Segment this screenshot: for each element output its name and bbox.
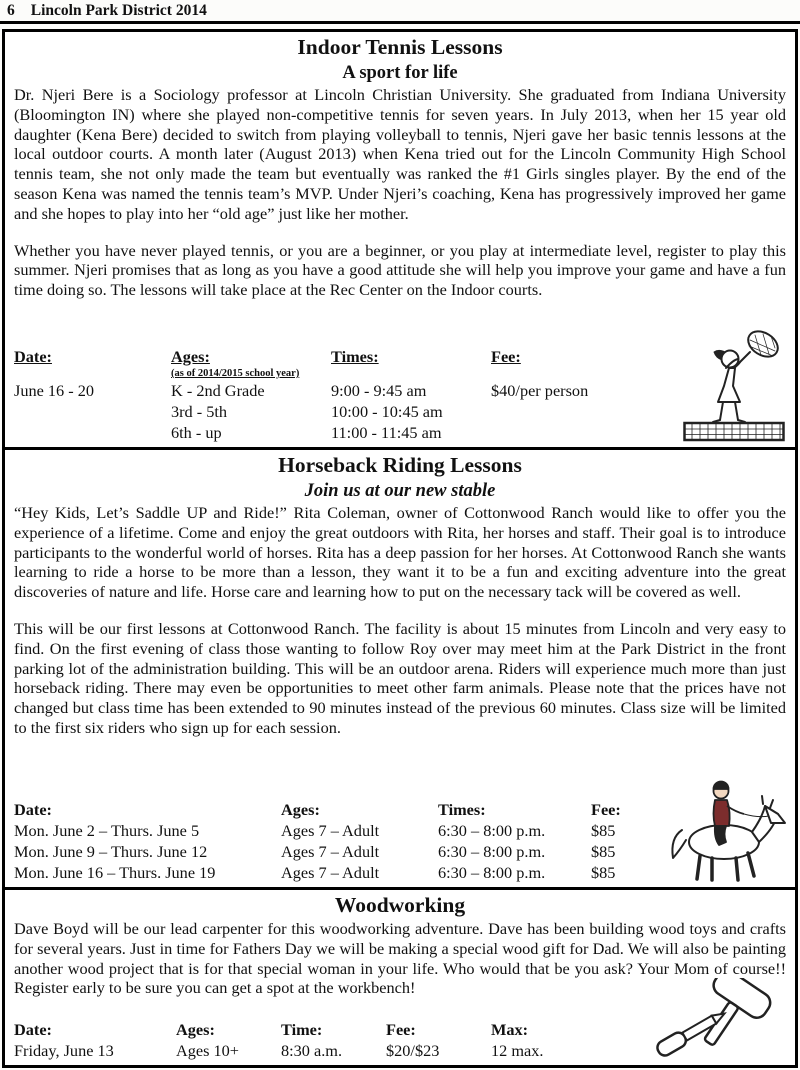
woodworking-paragraph: Dave Boyd will be our lead carpenter for this woodworking adventure. Dave has been building wood toys and crafts for several years. Just in time for Fathers Day we will be making a special wood gift for Dad. We will also be painting another wood project that is for that special woman in your life. Who would that be you ask? Your Mom of course!! Register early to be sure you can get a spot at the workbench!	[14, 919, 786, 998]
tennis-net	[684, 423, 784, 440]
cell-date: June 16 - 20	[14, 381, 95, 400]
col-header-ages: Ages:	[171, 347, 210, 366]
col-header-fee: Fee:	[591, 800, 621, 819]
horse-and-rider-clipart	[666, 772, 790, 884]
tennis-schedule	[14, 346, 786, 444]
woodworking-section	[2, 887, 798, 1068]
col-header-fee: Fee:	[491, 347, 521, 366]
cell-fee: $85	[591, 863, 616, 882]
cell-times: 6:30 – 8:00 p.m.	[438, 821, 546, 840]
cell-times: 6:30 – 8:00 p.m.	[438, 863, 546, 882]
cell-max: 12 max.	[491, 1041, 544, 1060]
horseback-subtitle: Join us at our new stable	[304, 481, 496, 501]
col-header-ages: Ages:	[176, 1020, 215, 1039]
masthead	[0, 0, 800, 21]
tennis-player-clipart	[683, 328, 785, 442]
tennis-paragraph: Dr. Njeri Bere is a Sociology professor at Lincoln Christian University. She graduated from Indiana University (Bloomington IN) where she played non-competitive tennis for seven years. In July 2013, when her 15 year old daughter (Kena Bere) decided to switch from playing volleyball to tennis, Njeri gave her basic tennis lessons at the local outdoor courts. A month later (August 2013) when Kena tried out for the Lincoln Community High School tennis team, she not only made the team but eventually was ranked the #1 Girls singles player. By the end of the season Kena was named the tennis team’s MVP. Under Njeri’s coaching, Kena has progressively improved her game and she hopes to play into her “old age” just like her mother.	[14, 85, 786, 223]
cell-times: 10:00 - 10:45 am	[331, 402, 443, 421]
cell-times: 6:30 – 8:00 p.m.	[438, 842, 546, 861]
col-header-time: Time:	[281, 1020, 323, 1039]
cell-times: 9:00 - 9:45 am	[331, 381, 427, 400]
col-header-date: Date:	[14, 347, 52, 366]
empty-cell	[14, 367, 171, 380]
masthead-title: Lincoln Park District 2014	[30, 2, 207, 19]
ages-note: (as of 2014/2015 school year)	[171, 368, 300, 379]
cell-times: 11:00 - 11:45 am	[331, 423, 442, 442]
horseback-paragraph: “Hey Kids, Let’s Saddle UP and Ride!” Rita Coleman, owner of Cottonwood Ranch would like to offer you the experience of a lifetime. Come and enjoy the great outdoors with Rita, her horses and staff. Their goal is to introduce participants to the wonderful world of horses. Rita has a deep passion for her horses. At Cottonwood Ranch she wants learning to ride a horse to be more than a lesson, they want it to be a fun and exciting adventure into the great discoveries of nature and life. Horse care and learning how to put on the necessary tack will be covered as well.	[14, 503, 786, 602]
cell-date: Mon. June 16 – Thurs. June 19	[14, 863, 216, 882]
cell-ages: Ages 7 – Adult	[281, 821, 380, 840]
col-header-fee: Fee:	[386, 1020, 416, 1039]
cell-ages: 6th - up	[171, 423, 222, 442]
col-header-times: Times:	[438, 800, 486, 819]
col-header-max: Max:	[491, 1020, 529, 1039]
horseback-paragraph: This will be our first lessons at Cottonwood Ranch. The facility is about 15 minutes from Lincoln and very easy to find. On the first evening of class those wanting to follow Roy over may meet him at the Park District in the front parking lot of the administration building. This will be an outdoor arena. Riders will experience much more than just horseback riding. There may even be opportunities to meet other farm animals. Please note that the prices have not changed but class time has been extended to 90 minutes instead of the previous 60 minutes. Class size will be limited to the first six riders who sign up for each session.	[14, 618, 786, 737]
horseback-section	[2, 447, 798, 890]
tennis-prose	[14, 85, 786, 346]
tennis-schedule-table	[14, 346, 786, 443]
col-header-ages: Ages:	[281, 800, 320, 819]
cell-ages: K - 2nd Grade	[171, 381, 265, 400]
cell-fee: $40/per person	[491, 381, 589, 400]
tennis-subtitle: A sport for life	[342, 63, 458, 83]
empty-cell	[331, 367, 491, 380]
col-header-date: Date:	[14, 1020, 52, 1039]
woodworking-title: Woodworking	[334, 893, 466, 917]
col-header-date: Date:	[14, 800, 52, 819]
cell-ages: Ages 7 – Adult	[281, 863, 380, 882]
page-body	[0, 24, 800, 1068]
cell-ages: Ages 7 – Adult	[281, 842, 380, 861]
tennis-title: Indoor Tennis Lessons	[297, 35, 503, 59]
cell-fee: $20/$23	[386, 1041, 440, 1060]
page-number: 6	[7, 2, 15, 19]
cell-fee: $85	[591, 842, 616, 861]
cell-date	[14, 401, 171, 422]
cell-ages: 3rd - 5th	[171, 402, 228, 421]
col-header-times: Times:	[331, 347, 379, 366]
cell-time: 8:30 a.m.	[281, 1041, 343, 1060]
cell-date: Friday, June 13	[14, 1041, 114, 1060]
cell-date: Mon. June 2 – Thurs. June 5	[14, 821, 200, 840]
tennis-paragraph: Whether you have never played tennis, or you are a beginner, or you play at intermediate level, register to play this summer. Njeri promises that as long as you have a good attitude she will help you improve your game and have a fun time doing so. The lessons will take place at the Rec Center on the Indoor courts.	[14, 240, 786, 300]
cell-date	[14, 422, 171, 443]
cell-ages: Ages 10+	[176, 1041, 239, 1060]
horseback-prose	[14, 503, 786, 799]
tennis-section	[2, 29, 798, 450]
cell-date: Mon. June 9 – Thurs. June 12	[14, 842, 208, 861]
horseback-title: Horseback Riding Lessons	[278, 453, 522, 477]
mallet-and-chisel-clipart	[651, 978, 783, 1062]
cell-fee: $85	[591, 821, 616, 840]
